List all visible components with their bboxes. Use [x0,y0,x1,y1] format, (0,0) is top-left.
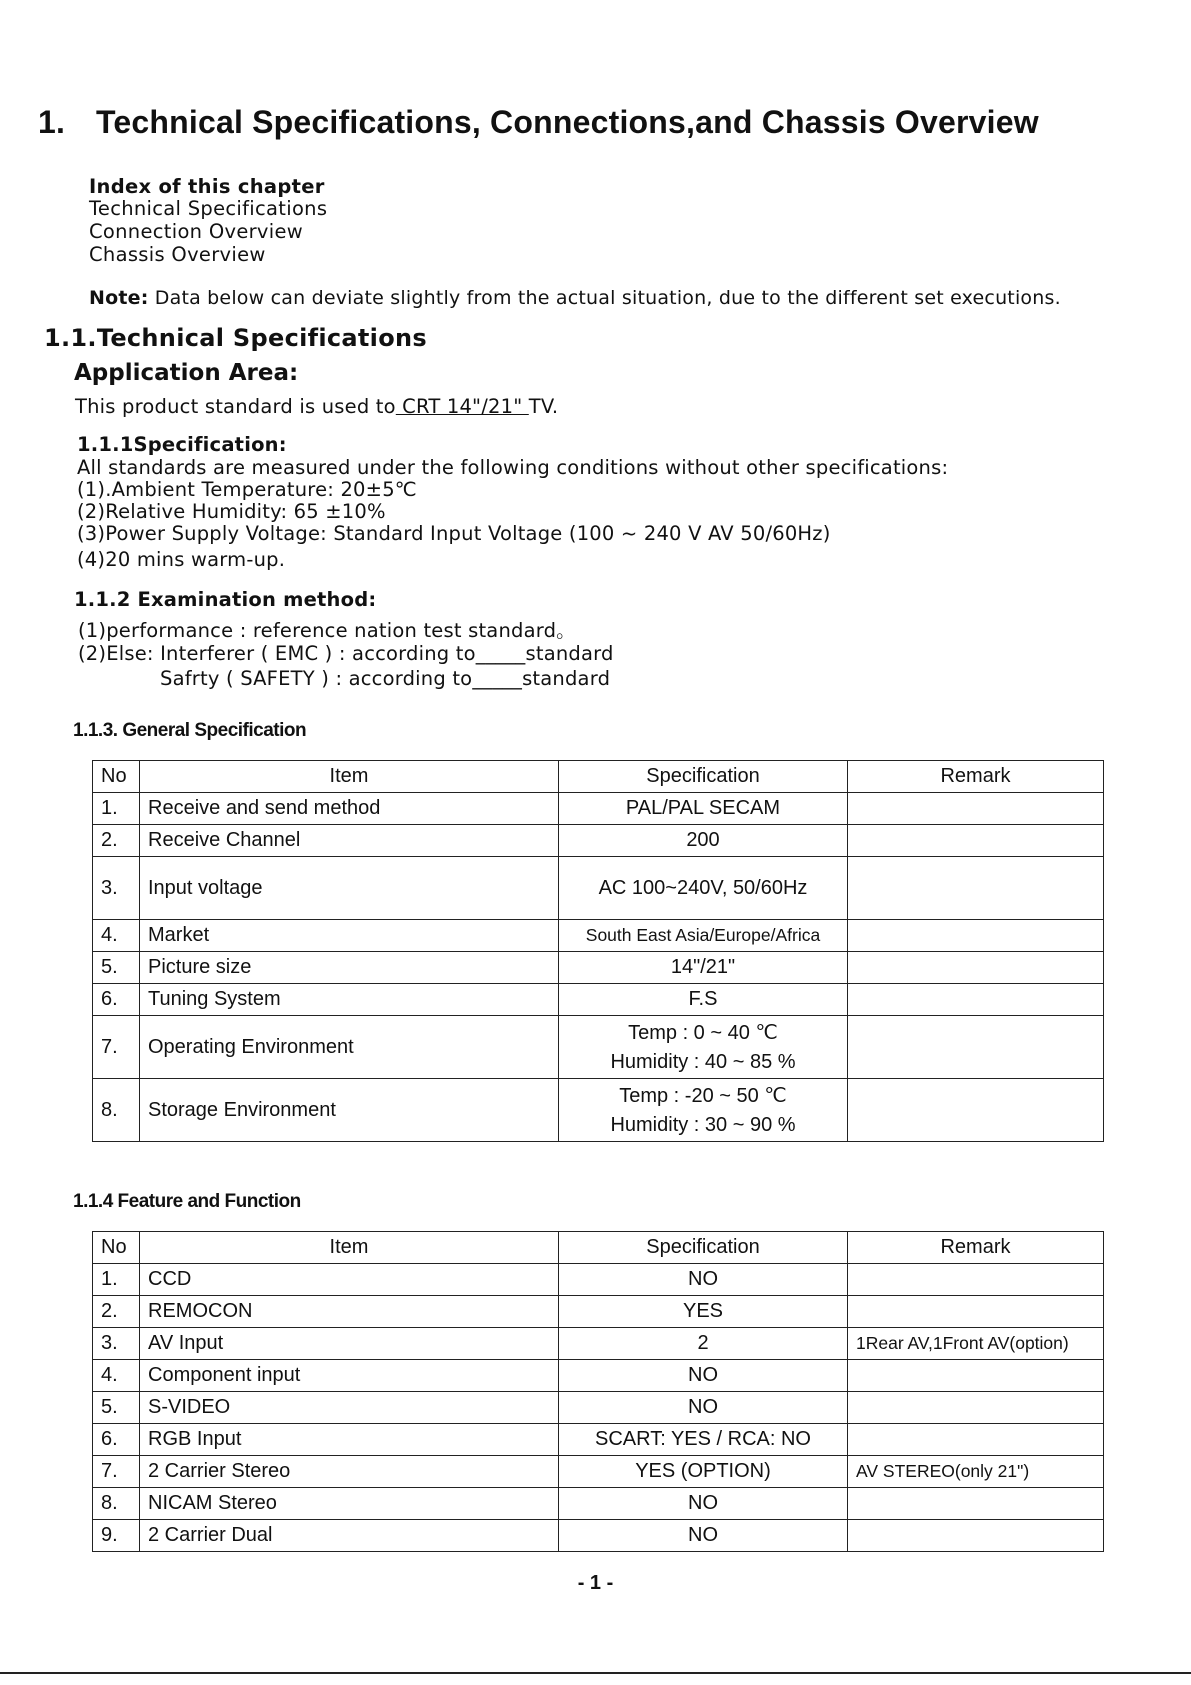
cell-remark [848,857,1104,920]
cell-item: Operating Environment [140,1016,559,1079]
application-pre: This product standard is used to [75,395,396,418]
header-item: Item [140,1232,559,1264]
spec-temp: Temp : 0 ~ 40 ℃ [628,1022,778,1044]
cell-spec: F.S [559,984,848,1016]
cell-spec: NO [559,1488,848,1520]
cell-remark [848,984,1104,1016]
cell-remark [848,793,1104,825]
cell-no: 2. [93,825,140,857]
note [89,287,1061,309]
cell-item: Storage Environment [140,1079,559,1142]
table-row [93,1488,1104,1520]
cell-no: 5. [93,952,140,984]
cell-no: 6. [93,1424,140,1456]
table-row [93,1392,1104,1424]
table-row [93,825,1104,857]
cell-item: Tuning System [140,984,559,1016]
cell-remark [848,1296,1104,1328]
cell-spec: AC 100~240V, 50/60Hz [559,857,848,920]
spec-line: (4)20 mins warm-up. [77,548,286,571]
table-row [93,1424,1104,1456]
cell-remark [848,1079,1104,1142]
table-row [93,857,1104,920]
table-row [93,1520,1104,1552]
header-remark: Remark [848,1232,1104,1264]
table-row [93,1360,1104,1392]
cell-item: S-VIDEO [140,1392,559,1424]
spec-temp: Temp : -20 ~ 50 ℃ [619,1085,787,1107]
feature-title: 1.1.4 Feature and Function [73,1191,301,1212]
cell-item: NICAM Stereo [140,1488,559,1520]
cell-item: RGB Input [140,1424,559,1456]
cell-spec: South East Asia/Europe/Africa [559,920,848,952]
cell-spec: NO [559,1520,848,1552]
cell-spec: YES (OPTION) [559,1456,848,1488]
cell-spec [559,1079,848,1142]
spec-1-1-1-title: 1.1.1Specification: [77,433,287,456]
index-title: Index of this chapter [89,175,325,198]
cell-no: 3. [93,1328,140,1360]
cell-item: CCD [140,1264,559,1296]
table-row [93,1328,1104,1360]
cell-spec: 200 [559,825,848,857]
exam-line: Safrty ( SAFETY ) : according to_____standard [160,667,611,690]
cell-item: AV Input [140,1328,559,1360]
cell-item: Receive and send method [140,793,559,825]
cell-remark: AV STEREO(only 21") [848,1456,1104,1488]
spec-line: (1).Ambient Temperature: 20±5℃ [77,478,417,501]
cell-spec: NO [559,1264,848,1296]
spec-line: All standards are measured under the following conditions without other specifications: [77,456,949,479]
note-label: Note: [89,287,149,309]
cell-no: 8. [93,1488,140,1520]
cell-spec: 14"/21" [559,952,848,984]
header-specification: Specification [559,761,848,793]
table-row [93,793,1104,825]
exam-line: (2)Else: Interferer ( EMC ) : according to_____standard [78,642,614,665]
table-row [93,920,1104,952]
cell-spec [559,1016,848,1079]
cell-no: 7. [93,1456,140,1488]
cell-no: 4. [93,1360,140,1392]
header-remark: Remark [848,761,1104,793]
spec-line: (2)Relative Humidity: 65 ±10% [77,500,386,523]
spec-humidity: Humidity : 40 ~ 85 % [610,1051,796,1073]
application-post: TV. [528,395,559,418]
exam-line: (1)performance : reference nation test standard。 [78,619,576,642]
cell-no: 9. [93,1520,140,1552]
note-text: Data below can deviate slightly from the actual situation, due to the different set executions. [148,287,1061,309]
feature-table [92,1231,1104,1552]
table-row [93,1264,1104,1296]
cell-no: 6. [93,984,140,1016]
cell-remark [848,1016,1104,1079]
header-no: No [93,761,140,793]
cell-item: 2 Carrier Stereo [140,1456,559,1488]
header-specification: Specification [559,1232,848,1264]
section-heading-1-1: 1.1.Technical Specifications [44,324,427,352]
cell-remark [848,1264,1104,1296]
chapter-title: Technical Specifications, Connections,and Chassis Overview [96,104,1039,140]
cell-no: 3. [93,857,140,920]
table-header-row [93,1232,1104,1264]
cell-no: 2. [93,1296,140,1328]
bottom-rule [0,1672,1191,1674]
chapter-number: 1. [38,104,66,140]
index-item-technical-specifications[interactable]: Technical Specifications [89,197,328,220]
cell-remark: 1Rear AV,1Front AV(option) [848,1328,1104,1360]
table-row [93,1296,1104,1328]
cell-no: 1. [93,1264,140,1296]
exam-1-1-2-title: 1.1.2 Examination method: [74,588,377,611]
cell-item: Input voltage [140,857,559,920]
header-no: No [93,1232,140,1264]
general-spec-table [92,760,1104,1142]
cell-spec: NO [559,1360,848,1392]
table-row [93,1079,1104,1142]
cell-spec: NO [559,1392,848,1424]
cell-remark [848,952,1104,984]
table-header-row [93,761,1104,793]
cell-item: Market [140,920,559,952]
cell-item: Picture size [140,952,559,984]
header-item: Item [140,761,559,793]
cell-item: 2 Carrier Dual [140,1520,559,1552]
cell-spec: SCART: YES / RCA: NO [559,1424,848,1456]
cell-no: 8. [93,1079,140,1142]
application-product: CRT 14"/21" [395,395,529,418]
chapter-heading [38,104,1039,141]
table-row [93,1456,1104,1488]
index-item-chassis-overview[interactable]: Chassis Overview [89,243,266,266]
cell-spec: PAL/PAL SECAM [559,793,848,825]
cell-remark [848,1520,1104,1552]
application-text [75,395,558,418]
cell-item: Component input [140,1360,559,1392]
cell-remark [848,1360,1104,1392]
spec-humidity: Humidity : 30 ~ 90 % [610,1114,796,1136]
cell-remark [848,1488,1104,1520]
spec-line: (3)Power Supply Voltage: Standard Input Voltage (100 ~ 240 V AV 50/60Hz) [77,522,831,545]
cell-remark [848,1392,1104,1424]
cell-remark [848,920,1104,952]
cell-item: REMOCON [140,1296,559,1328]
general-spec-title: 1.1.3. General Specification [73,720,307,741]
cell-no: 1. [93,793,140,825]
cell-no: 5. [93,1392,140,1424]
cell-spec: 2 [559,1328,848,1360]
cell-item: Receive Channel [140,825,559,857]
cell-spec: YES [559,1296,848,1328]
page-number: - 1 - [577,1572,614,1594]
application-area-title: Application Area: [74,360,299,386]
cell-remark [848,825,1104,857]
table-row [93,952,1104,984]
cell-no: 7. [93,1016,140,1079]
cell-no: 4. [93,920,140,952]
table-row [93,984,1104,1016]
cell-remark [848,1424,1104,1456]
index-item-connection-overview[interactable]: Connection Overview [89,220,304,243]
table-row [93,1016,1104,1079]
